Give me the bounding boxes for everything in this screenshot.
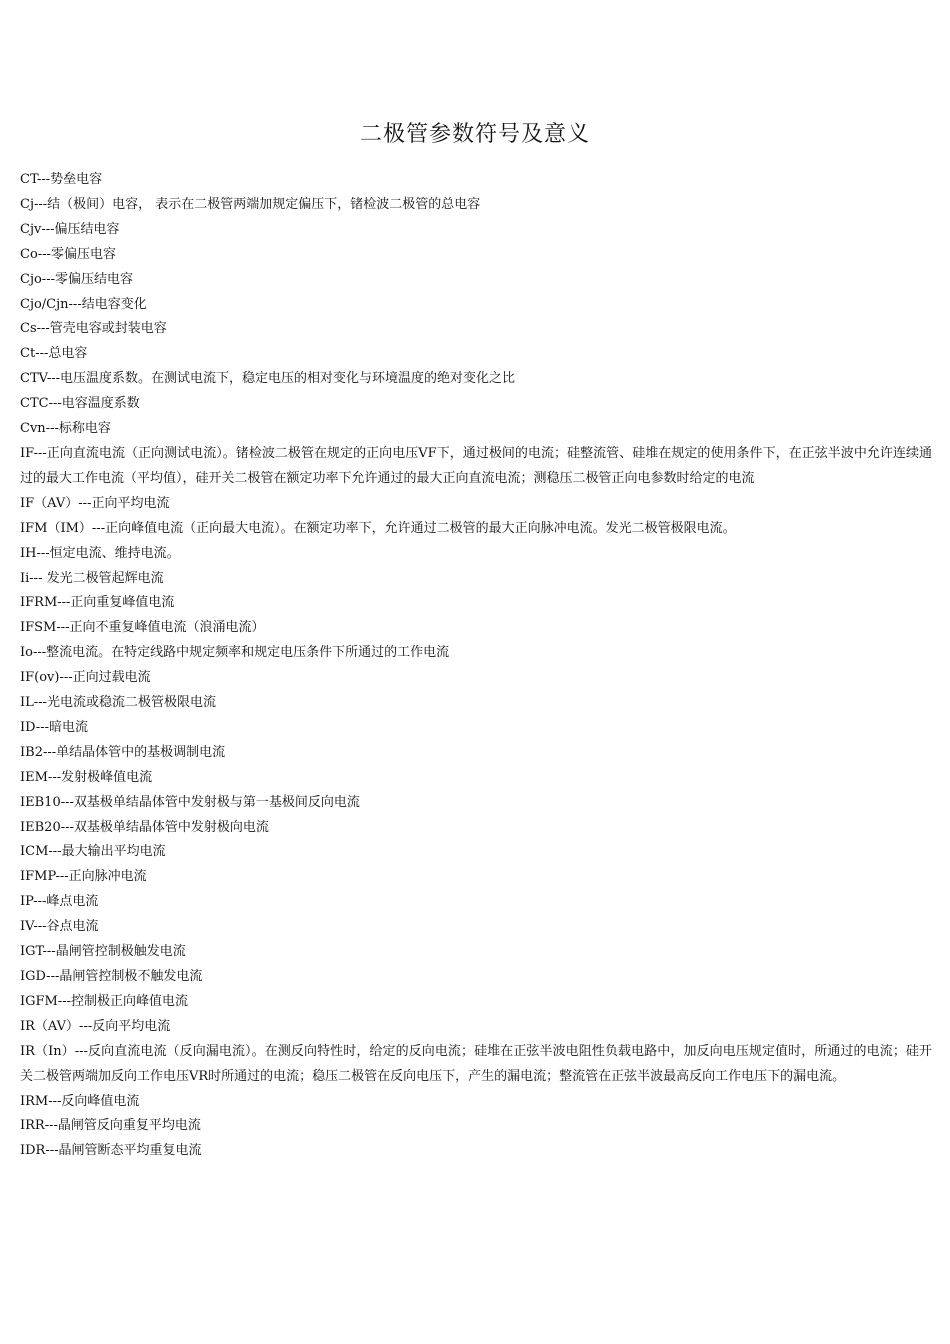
- list-item: Cjo---零偏压结电容: [20, 271, 133, 287]
- list-item: ID---暗电流: [20, 719, 88, 735]
- list-item: CT---势垒电容: [20, 172, 103, 187]
- list-item: Cjo/Cjn---结电容变化: [20, 296, 147, 312]
- page-title: 二极管参数符号及意义: [359, 122, 590, 147]
- list-item: Cvn---标称电容: [20, 421, 111, 437]
- entry-list: [20, 168, 932, 1164]
- list-item: CTV---电压温度系数。在测试电流下，稳定电压的相对变化与环境温度的绝对变化之比: [20, 371, 515, 387]
- list-item: Cjv---偏压结电容: [20, 221, 120, 237]
- list-item: Co---零偏压电容: [20, 246, 116, 262]
- list-item: IRM---反向峰值电流: [20, 1093, 140, 1109]
- list-item: CTC---电容温度系数: [20, 396, 140, 412]
- list-item: IR（In）---反向直流电流（反向漏电流）。在测反向特性时，给定的反向电流；硅堆在正弦半波电阻性负载电路中，加反向电压规定值时，所通过的电流；硅开关二极管两端加反向工作电压VR时所通过的电流；稳压二极管在反向电压下，产生的漏电流；整流管在正弦半波最高反向工作电压下的漏电流。: [20, 1043, 932, 1084]
- list-item: Cj---结（极间）电容， 表示在二极管两端加规定偏压下，锗检波二极管的总电容: [20, 196, 481, 212]
- list-item: Cs---管壳电容或封装电容: [20, 321, 167, 337]
- list-item: IFSM---正向不重复峰值电流（浪涌电流）: [20, 620, 265, 636]
- list-item: Ct---总电容: [20, 346, 88, 362]
- list-item: IGFM---控制极正向峰值电流: [20, 993, 189, 1009]
- list-item: IV---谷点电流: [20, 919, 99, 935]
- list-item: ICM---最大输出平均电流: [20, 844, 166, 860]
- list-item: IB2---单结晶体管中的基极调制电流: [20, 744, 226, 760]
- list-item: IFM（IM）---正向峰值电流（正向最大电流）。在额定功率下，允许通过二极管的最大正向脉冲电流。发光二极管极限电流。: [20, 520, 736, 536]
- list-item: IGD---晶闸管控制极不触发电流: [20, 969, 203, 984]
- list-item: IEM---发射极峰值电流: [20, 769, 153, 785]
- list-item: Ii--- 发光二极管起辉电流: [20, 570, 164, 586]
- list-item: IP---峰点电流: [20, 894, 99, 910]
- list-item: IR（AV）---反向平均电流: [20, 1018, 171, 1034]
- list-item: IL---光电流或稳流二极管极限电流: [20, 695, 216, 711]
- list-item: IH---恒定电流、维持电流。: [20, 545, 180, 561]
- list-item: IEB20---双基极单结晶体管中发射极向电流: [20, 819, 269, 835]
- list-item: IDR---晶闸管断态平均重复电流: [20, 1143, 202, 1159]
- list-item: IGT---晶闸管控制极触发电流: [20, 944, 186, 960]
- list-item: IEB10---双基极单结晶体管中发射极与第一基极间反向电流: [20, 794, 360, 810]
- list-item: IF---正向直流电流（正向测试电流）。锗检波二极管在规定的正向电压VF下，通过极间的电流；硅整流管、硅堆在规定的使用条件下，在正弦半波中允许连续通过的最大工作电流（平均值），硅开关二极管在额定功率下允许通过的最大正向直流电流；测稳压二极管正向电参数时给定的电流: [20, 445, 932, 486]
- list-item: IRR---晶闸管反向重复平均电流: [20, 1118, 201, 1134]
- list-item: IFMP---正向脉冲电流: [20, 869, 147, 885]
- list-item: IF(ov)---正向过载电流: [20, 670, 151, 686]
- list-item: IF（AV）---正向平均电流: [20, 495, 170, 511]
- list-item: IFRM---正向重复峰值电流: [20, 595, 175, 611]
- list-item: Io---整流电流。在特定线路中规定频率和规定电压条件下所通过的工作电流: [20, 645, 450, 661]
